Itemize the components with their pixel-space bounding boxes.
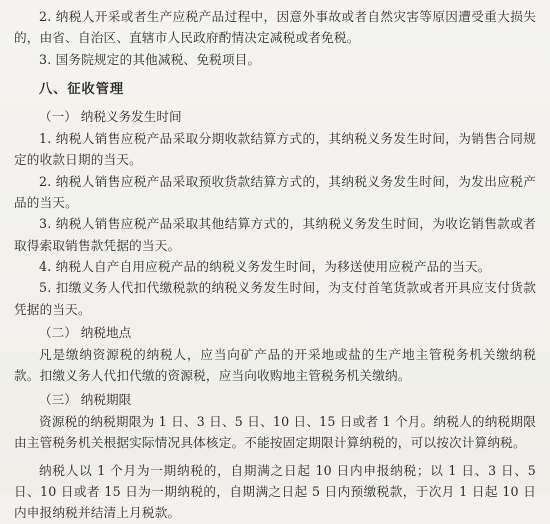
- section-title: 八、征收管理: [39, 81, 125, 97]
- list-item: 5. 扣缴义务人代扣代缴税款的纳税义务发生时间，为支付首笔货款或者开具应支付货款凭据的当天。: [14, 280, 536, 317]
- list-item: 1. 纳税人销售应税产品采取分期收款结算方式的，其纳税义务发生时间，为销售合同规定的收款日期的当天。: [14, 131, 536, 168]
- paragraph-sub3-1: 资源税的纳税期限为 1 日、3 日、5 日、10 日、15 日或者 1 个月。纳税人的纳税期限由主管税务机关根据实际情况具体核定。不能按固定期限计算纳税的，可以按次计算纳税。: [14, 414, 536, 451]
- subsection-title-2: （二） 纳税地点: [39, 324, 132, 340]
- subsection-title-1: （一） 纳税义务发生时间: [39, 108, 182, 124]
- subsection-title-3: （三） 纳税期限: [39, 391, 132, 407]
- list-item: 2. 纳税人销售应税产品采取预收货款结算方式的，其纳税义务发生时间，为发出应税产品的当天。: [14, 173, 536, 211]
- list-item: 3. 纳税人销售应税产品采取其他结算方式的，其纳税义务发生时间，为收讫销售款或者取得索取销售款凭据的当天。: [14, 216, 536, 253]
- list-item: 4. 纳税人自产自用应税产品的纳税义务发生时间，为移送使用应税产品的当天。: [39, 258, 491, 274]
- paragraph-sub3-2: 纳税人以 1 个月为一期纳税的，自期满之日起 10 日内申报纳税；以 1 日、3 日、5 日、10 日或者 15 日为一期纳税的，自期满之日起 5 日内预缴税款，于次月 1 日起 10 日内申报纳税并结清上月税款。: [14, 462, 536, 521]
- paragraph-sub2: 凡是缴纳资源税的纳税人，应当向矿产品的开采地或盐的生产地主管税务机关缴纳税款。扣缴义务人代扣代缴的资源税，应当向收购地主管税务机关缴纳。: [14, 347, 536, 384]
- paragraph-top-1: 2. 纳税人开采或者生产应税产品过程中，因意外事故或者自然灾害等原因遭受重大损失的，由省、自治区、直辖市人民政府酌情决定减税或者免税。: [14, 9, 536, 46]
- paragraph-top-2: 3. 国务院规定的其他减税、免税项目。: [39, 51, 261, 67]
